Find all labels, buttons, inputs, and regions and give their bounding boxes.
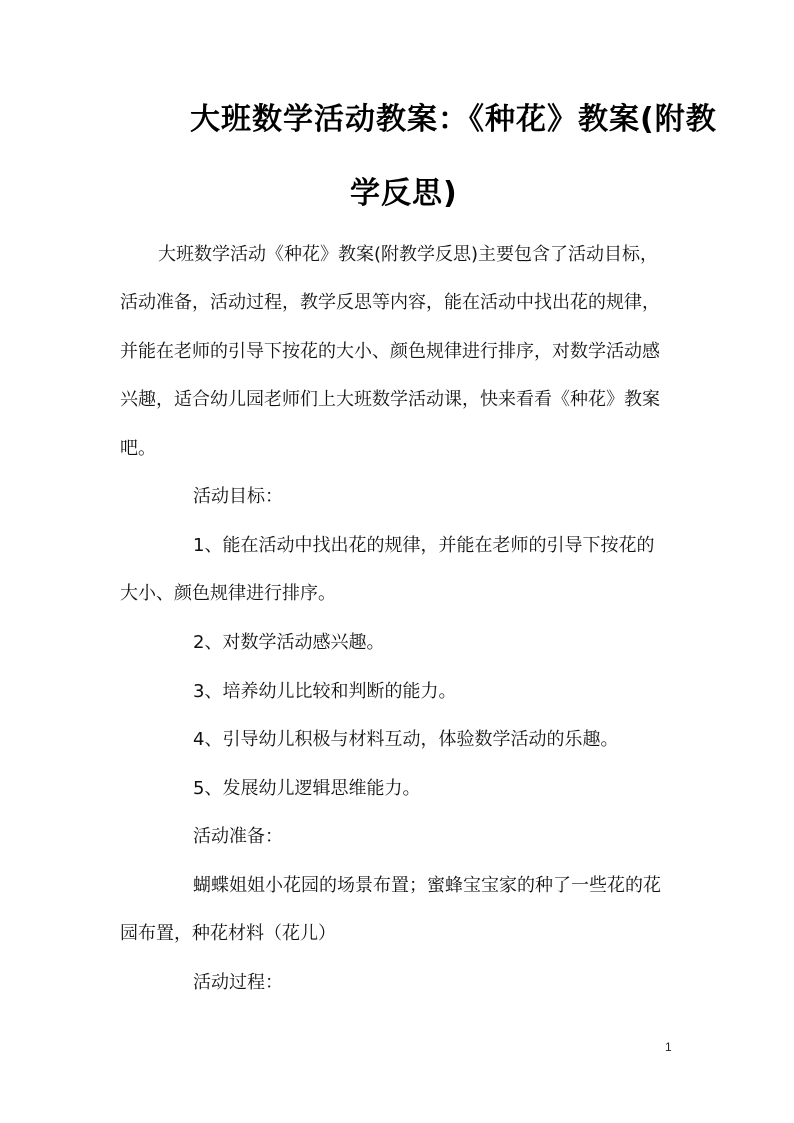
prep-line-2: 园布置，种花材料（花儿） <box>120 923 336 944</box>
page-number: 1 <box>665 1040 672 1054</box>
prep-heading: 活动准备： <box>193 826 283 847</box>
intro-line-1: 大班数学活动《种花》教案(附教学反思)主要包含了活动目标， <box>158 244 659 265</box>
goal-4: 4、引导幼儿积极与材料互动，体验数学活动的乐趣。 <box>193 729 619 750</box>
document-title-line-1: 大班数学活动教案：《种花》教案(附教 <box>190 102 717 137</box>
process-heading: 活动过程： <box>193 972 283 993</box>
goal-5: 5、发展幼儿逻辑思维能力。 <box>193 778 421 799</box>
goal-1-line-2: 大小、颜色规律进行排序。 <box>120 583 336 604</box>
goal-3: 3、培养幼儿比较和判断的能力。 <box>193 681 457 702</box>
goal-2: 2、对数学活动感兴趣。 <box>193 632 385 653</box>
intro-line-5: 吧。 <box>120 438 156 459</box>
goal-1-line-1: 1、能在活动中找出花的规律，并能在老师的引导下按花的 <box>193 535 655 556</box>
intro-line-4: 兴趣，适合幼儿园老师们上大班数学活动课，快来看看《种花》教案 <box>120 389 660 410</box>
goals-heading: 活动目标： <box>193 486 283 507</box>
document-title-line-2: 学反思) <box>350 176 458 211</box>
prep-line-1: 蝴蝶姐姐小花园的场景布置；蜜蜂宝宝家的种了一些花的花 <box>193 875 661 896</box>
intro-line-2: 活动准备，活动过程，教学反思等内容，能在活动中找出花的规律， <box>120 292 660 313</box>
intro-line-3: 并能在老师的引导下按花的大小、颜色规律进行排序，对数学活动感 <box>120 341 660 362</box>
